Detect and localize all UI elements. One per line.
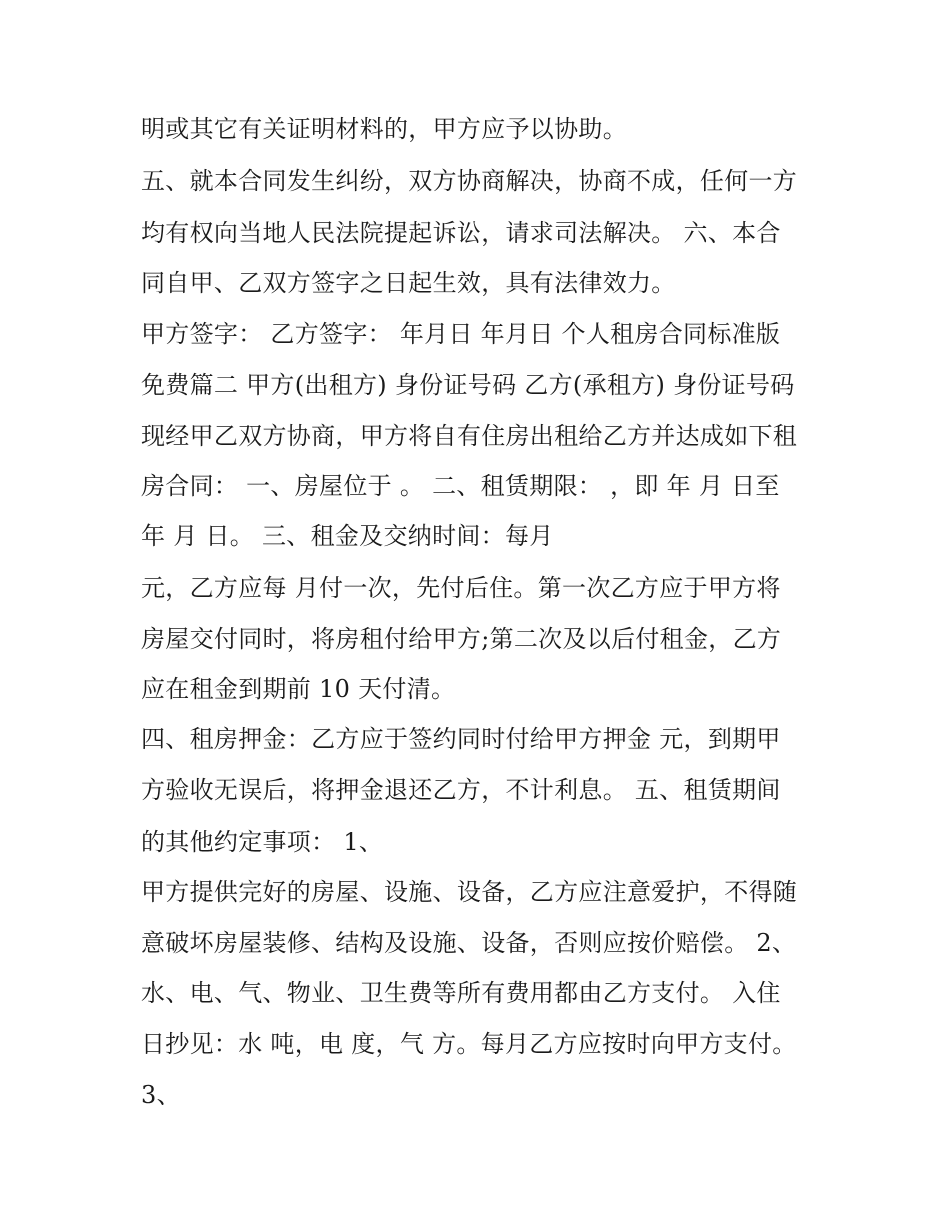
text-line: 明或其它有关证明材料的，甲方应予以协助。 bbox=[141, 115, 627, 143]
text-line: 应在租金到期前 10 天付清。 bbox=[141, 675, 456, 703]
text-line: 甲方提供完好的房屋、设施、设备，乙方应注意爱护，不得随 bbox=[141, 878, 798, 906]
text-line: 免费篇二 甲方(出租方) 身份证号码 乙方(承租方) 身份证号码 bbox=[141, 371, 795, 399]
text-line: 房屋交付同时，将房租付给甲方;第二次及以后付租金，乙方 bbox=[141, 625, 782, 653]
text-line: 元，乙方应每 月付一次，先付后住。第一次乙方应于甲方将 bbox=[141, 574, 781, 602]
text-line: 现经甲乙双方协商，甲方将自有住房出租给乙方并达成如下租 bbox=[141, 422, 798, 450]
text-line: 年 月 日。 三、租金及交纳时间：每月 bbox=[141, 522, 554, 550]
text-line: 甲方签字： 乙方签字： 年月日 年月日 个人租房合同标准版 bbox=[141, 320, 781, 348]
text-line: 的其他约定事项： 1、 bbox=[141, 828, 384, 856]
text-line: 均有权向当地人民法院提起诉讼，请求司法解决。 六、本合 bbox=[141, 219, 781, 247]
text-line: 3、 bbox=[141, 1081, 181, 1109]
text-line: 水、电、气、物业、卫生费等所有费用都由乙方支付。 入住 bbox=[141, 979, 781, 1007]
text-line: 方验收无误后，将押金退还乙方，不计利息。 五、租赁期间 bbox=[141, 776, 781, 804]
text-line: 房合同： 一、房屋位于 。 二、租赁期限： ，即 年 月 日至 bbox=[141, 472, 780, 500]
text-line: 意破坏房屋装修、结构及设施、设备，否则应按价赔偿。 2、 bbox=[141, 929, 797, 957]
text-line: 日抄见：水 吨，电 度，气 方。每月乙方应按时向甲方支付。 bbox=[141, 1030, 797, 1058]
text-line: 五、就本合同发生纠纷，双方协商解决，协商不成，任何一方 bbox=[141, 167, 798, 195]
text-line: 同自甲、乙双方签字之日起生效，具有法律效力。 bbox=[141, 269, 676, 297]
text-line: 四、租房押金：乙方应于签约同时付给甲方押金 元，到期甲 bbox=[141, 725, 781, 753]
